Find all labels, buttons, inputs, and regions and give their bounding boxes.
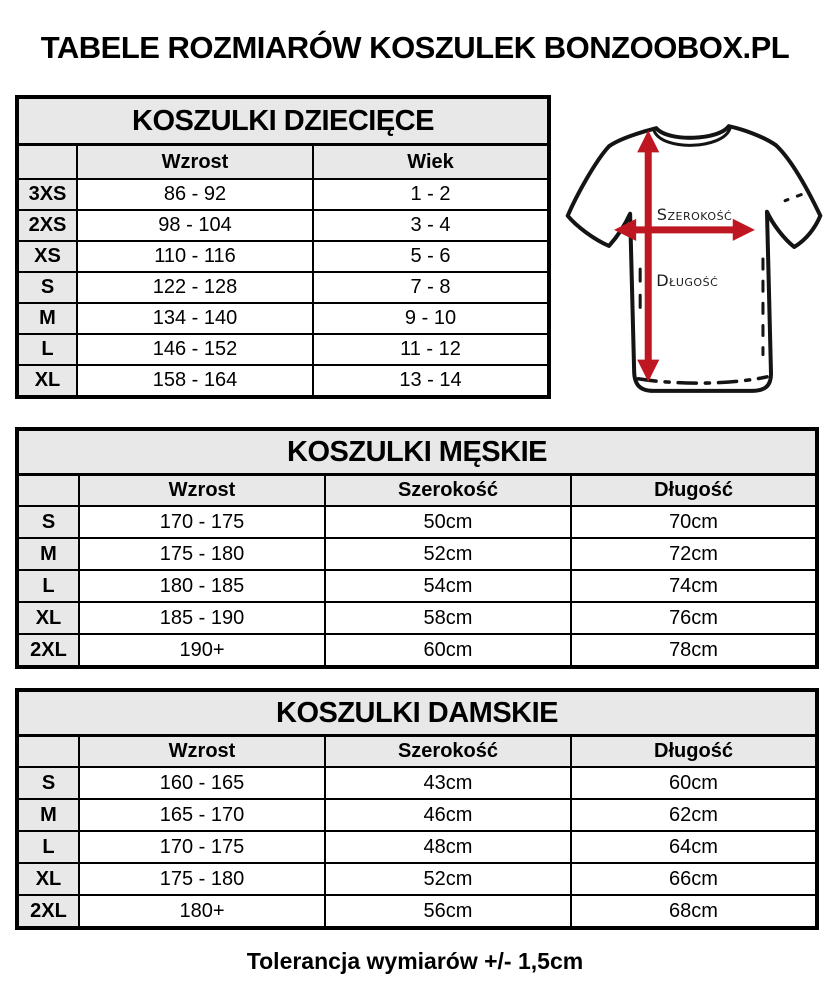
corner-cell: [17, 145, 77, 180]
column-header-szerokosc: Szerokość: [325, 475, 571, 507]
height-cell: 98 - 104: [77, 210, 313, 241]
column-header-wzrost: Wzrost: [79, 736, 325, 768]
table-row: [17, 506, 817, 538]
table-row: [17, 602, 817, 634]
women-size-table: [15, 688, 819, 930]
width-cell: 58cm: [325, 602, 571, 634]
kids-size-table: [15, 95, 551, 399]
width-cell: 60cm: [325, 634, 571, 667]
size-cell: M: [17, 303, 77, 334]
size-cell: S: [17, 767, 79, 799]
column-header-szerokosc: Szerokość: [325, 736, 571, 768]
height-cell: 175 - 180: [79, 863, 325, 895]
size-cell: L: [17, 570, 79, 602]
table-title: KOSZULKI DAMSKIE: [17, 690, 817, 736]
age-cell: 11 - 12: [313, 334, 549, 365]
height-cell: 160 - 165: [79, 767, 325, 799]
table-row: [17, 145, 549, 180]
length-cell: 64cm: [571, 831, 817, 863]
height-cell: 165 - 170: [79, 799, 325, 831]
size-cell: S: [17, 272, 77, 303]
size-cell: L: [17, 831, 79, 863]
tshirt-outline: [568, 126, 821, 391]
height-cell: 122 - 128: [77, 272, 313, 303]
table-row: [17, 303, 549, 334]
height-cell: 86 - 92: [77, 179, 313, 210]
length-cell: 72cm: [571, 538, 817, 570]
length-cell: 62cm: [571, 799, 817, 831]
table-row: [17, 538, 817, 570]
size-cell: XL: [17, 863, 79, 895]
tshirt-illustration: [553, 98, 830, 410]
size-cell: XL: [17, 602, 79, 634]
size-cell: XL: [17, 365, 77, 397]
column-header-wzrost: Wzrost: [77, 145, 313, 180]
men-size-table: [15, 427, 819, 669]
width-cell: 52cm: [325, 538, 571, 570]
length-cell: 78cm: [571, 634, 817, 667]
width-cell: 52cm: [325, 863, 571, 895]
table-row: [17, 179, 549, 210]
size-cell: M: [17, 538, 79, 570]
age-cell: 5 - 6: [313, 241, 549, 272]
table-row: [17, 272, 549, 303]
height-cell: 146 - 152: [77, 334, 313, 365]
tolerance-note: Tolerancja wymiarów +/- 1,5cm: [246, 948, 584, 974]
length-cell: 68cm: [571, 895, 817, 928]
size-cell: 2XL: [17, 634, 79, 667]
size-cell: S: [17, 506, 79, 538]
width-cell: 50cm: [325, 506, 571, 538]
length-cell: 60cm: [571, 767, 817, 799]
height-cell: 175 - 180: [79, 538, 325, 570]
table-row: [17, 634, 817, 667]
size-cell: M: [17, 799, 79, 831]
height-cell: 158 - 164: [77, 365, 313, 397]
table-row: [17, 799, 817, 831]
page-title: TABELE ROZMIARÓW KOSZULEK BONZOOBOX.PL: [40, 30, 790, 65]
width-cell: 48cm: [325, 831, 571, 863]
table-row: [17, 690, 817, 736]
width-arrow-label: Szerokość: [656, 204, 733, 224]
size-cell: 2XS: [17, 210, 77, 241]
table-row: [17, 365, 549, 397]
height-cell: 170 - 175: [79, 506, 325, 538]
table-row: [17, 475, 817, 507]
table-row: [17, 334, 549, 365]
table-row: [17, 736, 817, 768]
table-row: [17, 241, 549, 272]
width-cell: 43cm: [325, 767, 571, 799]
table-row: [17, 831, 817, 863]
size-cell: L: [17, 334, 77, 365]
table-row: [17, 767, 817, 799]
age-cell: 13 - 14: [313, 365, 549, 397]
table-row: [17, 570, 817, 602]
size-cell: XS: [17, 241, 77, 272]
height-cell: 180 - 185: [79, 570, 325, 602]
width-cell: 46cm: [325, 799, 571, 831]
column-header-dlugosc: Długość: [571, 475, 817, 507]
table-row: [17, 97, 549, 145]
table-row: [17, 863, 817, 895]
tshirt-measurement-diagram: [553, 98, 830, 410]
length-cell: 74cm: [571, 570, 817, 602]
table-row: [17, 210, 549, 241]
length-cell: 70cm: [571, 506, 817, 538]
column-header-dlugosc: Długość: [571, 736, 817, 768]
age-cell: 9 - 10: [313, 303, 549, 334]
age-cell: 1 - 2: [313, 179, 549, 210]
height-cell: 185 - 190: [79, 602, 325, 634]
corner-cell: [17, 736, 79, 768]
height-cell: 180+: [79, 895, 325, 928]
height-cell: 134 - 140: [77, 303, 313, 334]
length-cell: 76cm: [571, 602, 817, 634]
table-row: [17, 895, 817, 928]
age-cell: 3 - 4: [313, 210, 549, 241]
height-cell: 190+: [79, 634, 325, 667]
width-cell: 56cm: [325, 895, 571, 928]
size-cell: 3XS: [17, 179, 77, 210]
table-title: KOSZULKI DZIECIĘCE: [17, 97, 549, 145]
age-cell: 7 - 8: [313, 272, 549, 303]
length-cell: 66cm: [571, 863, 817, 895]
column-header-wiek: Wiek: [313, 145, 549, 180]
table-row: [17, 429, 817, 475]
height-cell: 170 - 175: [79, 831, 325, 863]
corner-cell: [17, 475, 79, 507]
width-cell: 54cm: [325, 570, 571, 602]
size-cell: 2XL: [17, 895, 79, 928]
column-header-wzrost: Wzrost: [79, 475, 325, 507]
length-arrow-label: Długość: [656, 271, 719, 291]
table-title: KOSZULKI MĘSKIE: [17, 429, 817, 475]
height-cell: 110 - 116: [77, 241, 313, 272]
